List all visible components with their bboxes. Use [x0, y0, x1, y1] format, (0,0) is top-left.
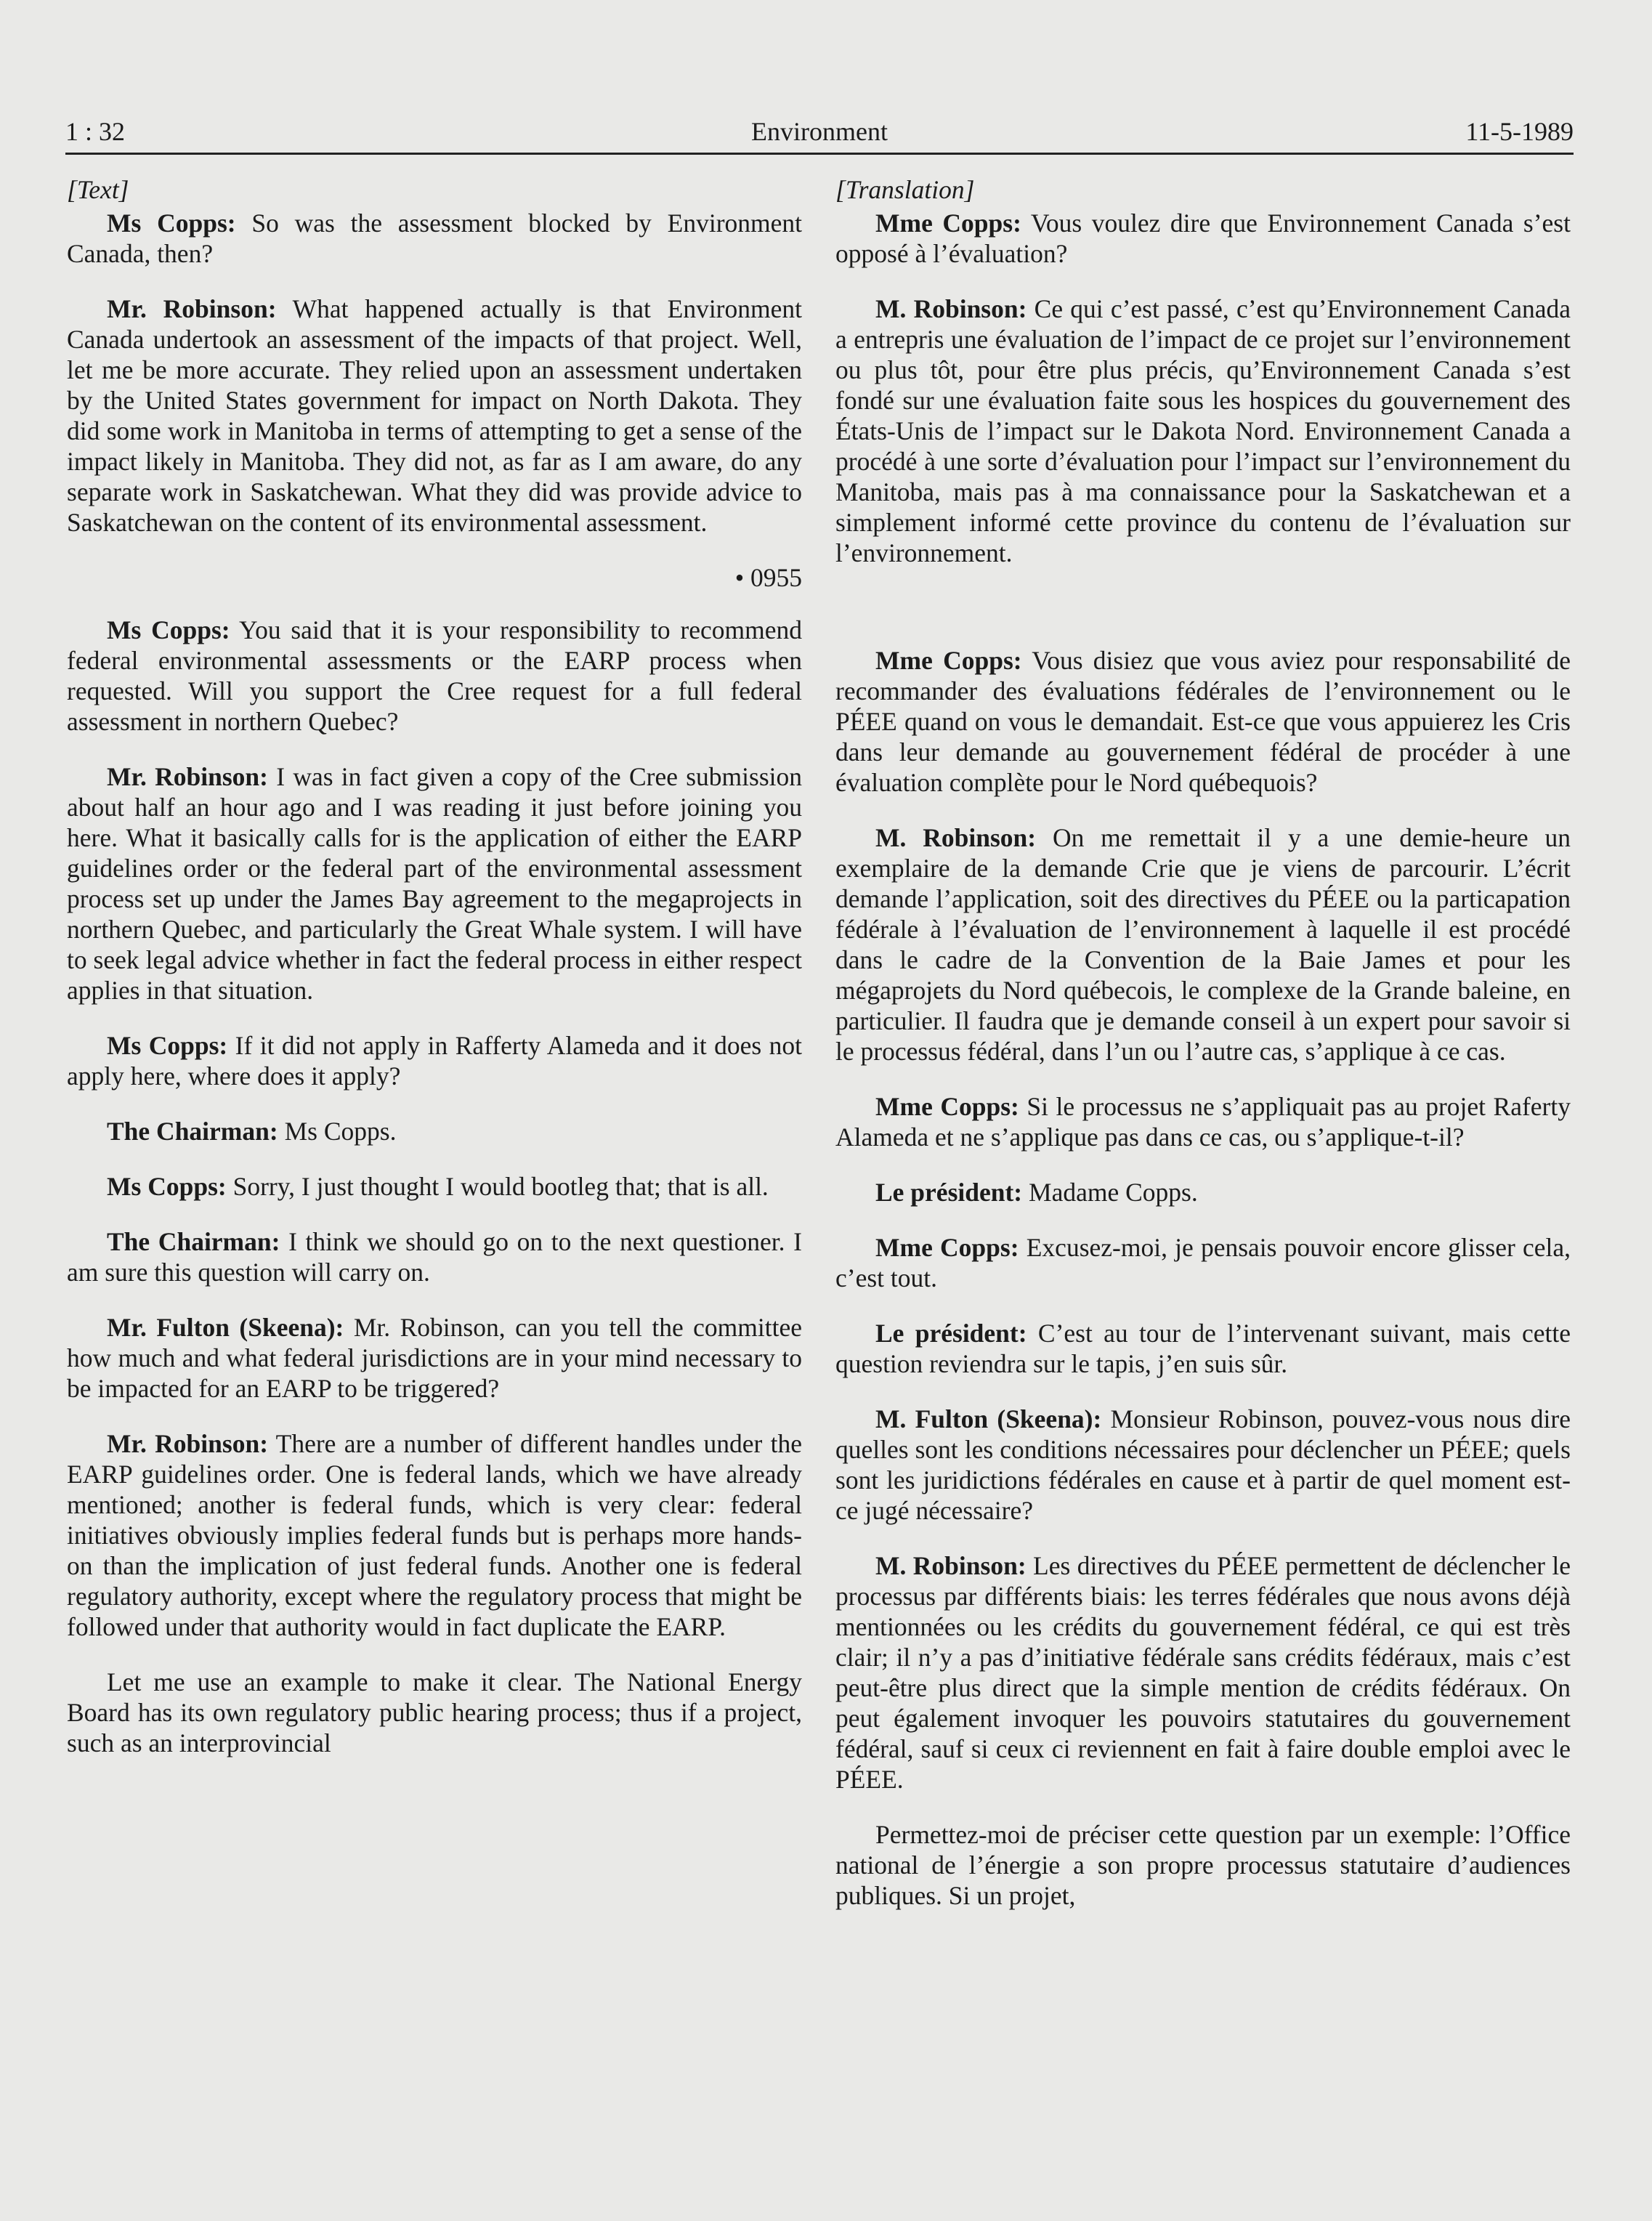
speaker-name: M. Fulton (Skeena):	[875, 1404, 1102, 1433]
speaker-name: M. Robinson:	[875, 1551, 1027, 1580]
paragraph	[67, 1116, 802, 1146]
speech-text: There are a number of different handles under the EARP guidelines order. One is federal lands, which we have already mentioned; another is federal funds, which is very clear: federal initiatives obviously implies federal funds but is perhaps more hands-on than the implication of just federal funds. Another one is federal regulatory authority, except where the regulatory process that might be followed under that authority would in fact duplicate the EARP.	[67, 1429, 802, 1641]
column-tag: [Text]	[67, 175, 129, 204]
speech-text: You said that it is your responsibility to recommend federal environmental assessments or the EARP process when requested. Will you support the Cree request for a full federal assessment in northern Quebec?	[67, 615, 802, 736]
paragraph	[835, 1404, 1571, 1526]
speech-text: Ms Copps.	[278, 1117, 397, 1146]
speech-text: Let me use an example to make it clear. The National Energy Board has its own regulatory public hearing process; thus if a project, such as an interprovincial	[67, 1667, 802, 1757]
paragraph	[67, 1030, 802, 1091]
speech-text: What happened actually is that Environment Canada undertook an assessment of the impacts of that project. Well, let me be more accurate. They relied upon an assessment undertaken by the United States government for impact on North Dakota. They did some work in Manitoba in terms of attempting to get a sense of the impact likely in Manitoba. They did not, as far as I am aware, do any separate work in Saskatchewan. What they did was provide advice to Saskatchewan on the content of its environmental assessment.	[67, 294, 802, 537]
paragraph	[835, 822, 1571, 1067]
speech-text: Les directives du PÉEE permettent de déclencher le processus par différents biais: les terres fédérales que nous avons déjà mentionnées ou les crédits du gouvernement fédéral, ce qui est très clair; il n’y a pas d’initiative fédérale sans crédits fédéraux, mais c’est peut-être plus direct que la simple mention de crédits fédéraux. On peut également invoquer les pouvoirs statutaires du gouvernement fédéral, sauf si ceux ci reviennent en fait à faire double emploi avec le PÉEE.	[835, 1551, 1571, 1794]
speech-text: Vous voulez dire que Environnement Canada s’est opposé à l’évaluation?	[835, 209, 1571, 268]
speaker-name: Ms Copps:	[107, 1172, 227, 1201]
speaker-name: Mme Copps:	[875, 1233, 1019, 1262]
speech-text: Madame Copps.	[1022, 1178, 1198, 1207]
speech-text: Ce qui c’est passé, c’est qu’Environnement Canada a entrepris une évaluation de l’impact de ce projet sur l’environnement ou plus tôt, pour être plus précis, qu’Environnement Canada s’est fondé sur une évaluation faite sous les hospices du gouvernement des États-Unis de l’impact sur le Dakota Nord. Environnement Canada a procédé à une sorte d’évaluation pour l’impact sur l’environnement du Manitoba, mais pas à ma connaissance pour la Saskatchewan et a simplement informé cette province du contenu de l’évaluation sur l’environnement.	[835, 294, 1571, 567]
paragraph	[835, 208, 1571, 269]
paragraph	[67, 1667, 802, 1758]
paragraph	[835, 294, 1571, 568]
page-header	[65, 116, 1574, 155]
speaker-name: The Chairman:	[107, 1227, 280, 1256]
paragraph	[67, 615, 802, 737]
speech-text: I think we should go on to the next questioner. I am sure this question will carry on.	[67, 1227, 802, 1287]
paragraph	[67, 761, 802, 1006]
paragraph	[67, 1428, 802, 1642]
speaker-name: Mme Copps:	[875, 1092, 1019, 1121]
speaker-name: Ms Copps:	[107, 1031, 228, 1060]
paragraph	[67, 1312, 802, 1404]
speaker-name: Mme Copps:	[875, 646, 1022, 675]
speech-text: Vous disiez que vous aviez pour responsabilité de recommander des évaluations fédérales de l’environnement ou le PÉEE quand on vous le demandait. Est-ce que vous appuierez les Cris dans leur demande au gouvernement fédéral de procéder à une évaluation complète pour le Nord québequois?	[835, 646, 1571, 797]
speaker-name: Mme Copps:	[875, 209, 1021, 238]
speech-text: Mr. Robinson, can you tell the committee how much and what federal jurisdictions are in your mind necessary to be impacted for an EARP to be triggered?	[67, 1313, 802, 1403]
speech-text: Excusez-moi, je pensais pouvoir encore glisser cela, c’est tout.	[835, 1233, 1571, 1292]
english-column	[67, 174, 802, 1783]
page-number: 1 : 32	[65, 117, 126, 146]
speaker-name: M. Robinson:	[875, 823, 1037, 852]
speech-text: C’est au tour de l’intervenant suivant, mais cette question reviendra sur le tapis, j’en suis sûr.	[835, 1319, 1571, 1378]
running-title: Environment	[751, 117, 888, 146]
speaker-name: Mr. Robinson:	[107, 1429, 269, 1458]
speaker-name: Mr. Robinson:	[107, 762, 268, 791]
paragraph	[835, 645, 1571, 798]
paragraph	[835, 1550, 1571, 1795]
speaker-name: Le président:	[875, 1178, 1023, 1207]
speaker-name: Mr. Robinson:	[107, 294, 277, 323]
column-tag: [Translation]	[835, 175, 975, 204]
paragraph	[67, 208, 802, 269]
paragraph	[835, 1232, 1571, 1293]
paragraph	[67, 1226, 802, 1287]
speech-text: Sorry, I just thought I would bootleg that; that is all.	[226, 1172, 769, 1201]
paragraph	[835, 1091, 1571, 1152]
speech-text: Monsieur Robinson, pouvez-vous nous dire quelles sont les conditions nécessaires pour déclencher un PÉEE; quels sont les juridictions fédérales en cause et à partir de quel moment est-ce jugé nécessaire?	[835, 1404, 1571, 1525]
speaker-name: The Chairman:	[107, 1117, 278, 1146]
paragraph	[835, 1177, 1571, 1207]
speech-text: I was in fact given a copy of the Cree submission about half an hour ago and I was reading it just before joining you here. What it basically calls for is the application of either the EARP guidelines order or the federal part of the environmental assessment process set up under the James Bay agreement to the megaprojects in northern Quebec, and particularly the Great Whale system. I will have to seek legal advice whether in fact the federal process in either respect applies in that situation.	[67, 762, 802, 1005]
french-column	[835, 174, 1571, 1935]
speaker-name: M. Robinson:	[875, 294, 1027, 323]
paragraph	[67, 294, 802, 538]
speech-text: Si le processus ne s’appliquait pas au projet Raferty Alameda et ne s’applique pas dans ce cas, ou s’applique-t-il?	[835, 1092, 1571, 1152]
speaker-name: Mr. Fulton (Skeena):	[107, 1313, 344, 1342]
speaker-name: Ms Copps:	[107, 615, 230, 644]
speech-text: So was the assessment blocked by Environment Canada, then?	[67, 209, 802, 268]
speech-text: Permettez-moi de préciser cette question par un exemple: l’Office national de l’énergie a son propre processus statutaire d’audiences publiques. Si un projet,	[835, 1820, 1571, 1910]
page-date: 11-5-1989	[1465, 117, 1574, 146]
speaker-name: Ms Copps:	[107, 209, 236, 238]
paragraph	[835, 1318, 1571, 1379]
paragraph	[67, 1171, 802, 1202]
speech-text: If it did not apply in Rafferty Alameda and it does not apply here, where does it apply?	[67, 1031, 802, 1091]
speaker-name: Le président:	[875, 1319, 1027, 1348]
time-marker: • 0955	[734, 563, 802, 592]
speech-text: On me remettait il y a une demie-heure un exemplaire de la demande Crie que je viens de parcourir. L’écrit demande l’application, soit des directives du PÉEE ou la particapation fédérale à l’évaluation de l’environnement à laquelle il est procédé dans le cadre de la Convention de la Baie James et pour les mégaprojets du Nord québecois, le complexe de la Grande baleine, en particulier. Il faudra que je demande conseil à un expert pour savoir si le processus fédéral, dans l’un ou l’autre cas, s’applique à ce cas.	[835, 823, 1571, 1066]
paragraph	[835, 1819, 1571, 1911]
time-spacer	[835, 593, 1571, 623]
